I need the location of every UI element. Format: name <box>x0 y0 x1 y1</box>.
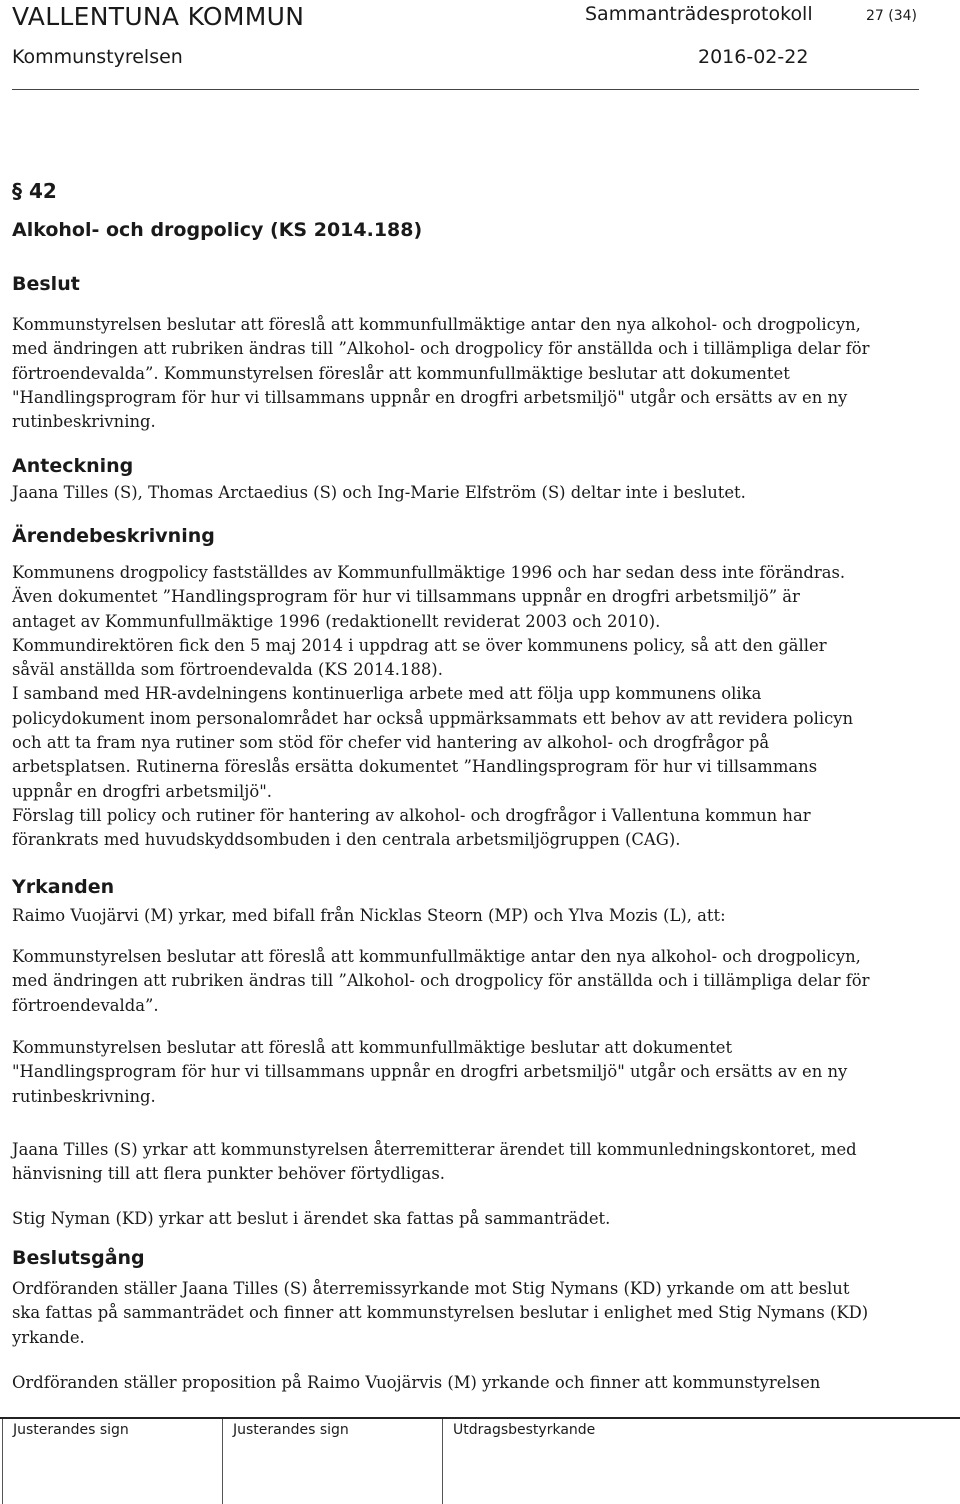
certification-box <box>442 1419 959 1504</box>
text-line: Kommunstyrelsen beslutar att föreslå att kommunfullmäktige beslutar att dokumentet <box>12 1038 733 1057</box>
body-name: Kommunstyrelsen <box>12 46 183 68</box>
yrkanden-block-2 <box>12 1036 912 1109</box>
beslutsgang-block-2 <box>12 1371 912 1395</box>
text-line: Kommunstyrelsen beslutar att föreslå att kommunfullmäktige antar den nya alkohol- och drogpolicyn, <box>12 947 861 966</box>
text-line: rutinbeskrivning. <box>12 1086 156 1106</box>
text-line: förtroendevalda”. Kommunstyrelsen föreslår att kommunfullmäktige beslutar att dokumentet <box>12 363 790 383</box>
heading-arendebeskrivning: Ärendebeskrivning <box>12 525 215 547</box>
text-line: Även dokumentet ”Handlingsprogram för hur vi tillsammans uppnår en drogfri arbetsmiljö” är <box>12 587 800 607</box>
heading-beslutsgang: Beslutsgång <box>12 1247 145 1269</box>
heading-beslut: Beslut <box>12 273 80 295</box>
page-number: 27 (34) <box>866 8 918 24</box>
document-type: Sammanträdesprotokoll <box>585 3 813 25</box>
yrkanden-intro <box>12 904 912 928</box>
section-title: Alkohol- och drogpolicy (KS 2014.188) <box>12 219 423 241</box>
heading-yrkanden: Yrkanden <box>12 876 115 898</box>
text-line: förankrats med huvudskyddsombuden i den centrala arbetsmiljögruppen (CAG). <box>12 830 681 850</box>
text-line: med ändringen att rubriken ändras till ”Alkohol- och drogpolicy för anställda och i tillämpliga delar för <box>12 971 870 991</box>
header-divider <box>12 89 919 90</box>
beslutsgang-block-1 <box>12 1277 912 1350</box>
text-line: Kommunens drogpolicy fastställdes av Kommunfullmäktige 1996 och har sedan dess inte förändras. <box>12 563 846 582</box>
text-line: och att ta fram nya rutiner som stöd för chefer vid hantering av alkohol- och drogfrågor på <box>12 733 770 753</box>
text-line: ska fattas på sammanträdet och finner att kommunstyrelsen beslutar i enlighet med Stig Nymans (KD) <box>12 1303 869 1323</box>
text-line: I samband med HR-avdelningens kontinuerliga arbete med att följa upp kommunens olika <box>12 684 762 704</box>
meeting-date: 2016-02-22 <box>698 46 809 68</box>
text-line: antaget av Kommunfullmäktige 1996 (redaktionellt reviderat 2003 och 2010). <box>12 611 661 631</box>
signature-label: Justerandes sign <box>233 1422 349 1438</box>
yrkanden-block-1 <box>12 945 912 1018</box>
text-line: Raimo Vuojärvi (M) yrkar, med bifall från Nicklas Steorn (MP) och Ylva Mozis (L), att: <box>12 906 726 925</box>
anteckning-text <box>12 481 912 505</box>
section-number: § 42 <box>12 179 57 203</box>
text-line: med ändringen att rubriken ändras till ”Alkohol- och drogpolicy för anställda och i tillämpliga delar för <box>12 339 870 359</box>
text-line: rutinbeskrivning. <box>12 412 156 432</box>
text-line: Förslag till policy och rutiner för hantering av alkohol- och drogfrågor i Vallentuna kommun har <box>12 805 811 825</box>
text-line: arbetsplatsen. Rutinerna föreslås ersätta dokumentet ”Handlingsprogram för hur vi tillsammans <box>12 757 818 777</box>
text-line: hänvisning till att flera punkter behöver förtydligas. <box>12 1164 445 1184</box>
text-line: Jaana Tilles (S), Thomas Arctaedius (S) och Ing-Marie Elfström (S) deltar inte i beslutet. <box>12 483 746 502</box>
organization-name: VALLENTUNA KOMMUN <box>12 2 305 31</box>
heading-anteckning: Anteckning <box>12 455 134 477</box>
signature-footer <box>0 1417 960 1504</box>
text-line: policydokument inom personalområdet har också uppmärksammats ett behov av att revidera policyn <box>12 708 854 728</box>
text-line: Kommunstyrelsen beslutar att föreslå att kommunfullmäktige antar den nya alkohol- och drogpolicyn, <box>12 315 861 334</box>
text-line: "Handlingsprogram för hur vi tillsammans uppnår en drogfri arbetsmiljö" utgår och ersätts av en ny <box>12 1062 848 1082</box>
text-line: Jaana Tilles (S) yrkar att kommunstyrelsen återremitterar ärendet till kommunledningskontoret, med <box>12 1140 857 1159</box>
signature-label: Justerandes sign <box>13 1422 129 1438</box>
text-line: förtroendevalda”. <box>12 995 159 1015</box>
certification-label: Utdragsbestyrkande <box>453 1422 596 1438</box>
yrkanden-block-3 <box>12 1138 912 1187</box>
text-line: Ordföranden ställer Jaana Tilles (S) återremissyrkande mot Stig Nymans (KD) yrkande om att beslut <box>12 1279 850 1298</box>
text-line: uppnår en drogfri arbetsmiljö". <box>12 781 272 801</box>
arendebeskrivning-text <box>12 561 912 853</box>
text-line: Stig Nyman (KD) yrkar att beslut i ärendet ska fattas på sammanträdet. <box>12 1209 611 1228</box>
text-line: yrkande. <box>12 1327 85 1347</box>
text-line: "Handlingsprogram för hur vi tillsammans uppnår en drogfri arbetsmiljö" utgår och ersätts av en ny <box>12 387 848 407</box>
text-line: Ordföranden ställer proposition på Raimo Vuojärvis (M) yrkande och finner att kommunstyrelsen <box>12 1373 821 1392</box>
signature-box-1 <box>2 1419 223 1504</box>
text-line: såväl anställda som förtroendevalda (KS 2014.188). <box>12 660 443 680</box>
text-line: Kommundirektören fick den 5 maj 2014 i uppdrag att se över kommunens policy, så att den gäller <box>12 635 827 655</box>
yrkanden-block-4 <box>12 1207 912 1231</box>
beslut-text <box>12 313 912 434</box>
signature-box-2 <box>222 1419 443 1504</box>
